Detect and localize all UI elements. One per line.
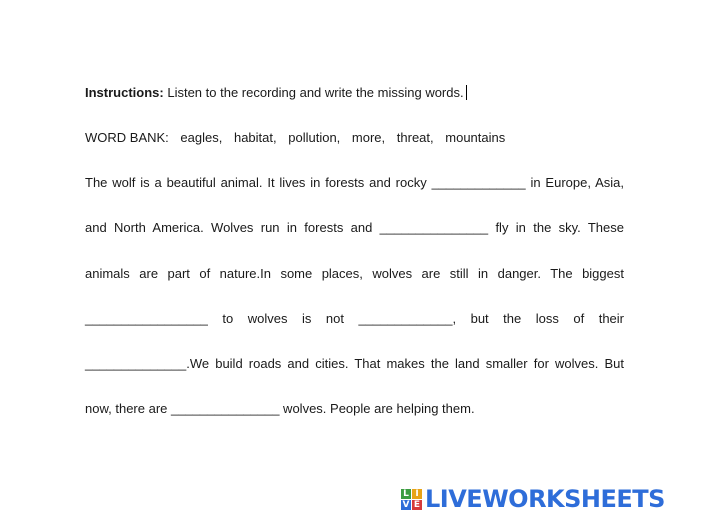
passage-line-6: now, there are _______________ wolves. People are helping them. bbox=[85, 401, 475, 416]
word-bank-word: threat, bbox=[396, 130, 434, 145]
word-bank-word: eagles, bbox=[180, 130, 223, 145]
word-bank bbox=[85, 130, 624, 146]
liveworksheets-logo bbox=[401, 486, 665, 512]
word-bank-word: more, bbox=[351, 130, 386, 145]
logo-mark-icon bbox=[401, 489, 422, 510]
logo-letter: I bbox=[412, 489, 422, 499]
logo-letter: V bbox=[402, 499, 410, 510]
word-bank-word: habitat, bbox=[233, 130, 277, 145]
passage-line-4: _________________ to wolves is not _____________, but the loss of their bbox=[85, 311, 624, 326]
passage-line-5: ______________.We build roads and cities. That makes the land smaller for wolves. But bbox=[85, 356, 624, 371]
logo-letter: L bbox=[401, 489, 411, 499]
instructions-label: Instructions: bbox=[85, 85, 164, 100]
word-bank-word: pollution, bbox=[288, 130, 341, 145]
passage-line-1: The wolf is a beautiful animal. It lives in forests and rocky _____________ in Europe, Asia, bbox=[85, 175, 624, 190]
passage-line-2: and North America. Wolves run in forests and _______________ fly in the sky. These bbox=[85, 220, 624, 235]
passage-line-3: animals are part of nature.In some places, wolves are still in danger. The biggest bbox=[85, 266, 624, 281]
word-bank-label: WORD BANK: bbox=[85, 130, 169, 145]
text-cursor bbox=[466, 85, 467, 100]
word-bank-word: mountains bbox=[445, 130, 506, 145]
instructions-text: Listen to the recording and write the missing words. bbox=[163, 85, 464, 100]
logo-text: LIVEWORKSHEETS bbox=[425, 485, 665, 513]
instructions-line bbox=[85, 85, 624, 101]
logo-letter: E bbox=[413, 499, 421, 510]
